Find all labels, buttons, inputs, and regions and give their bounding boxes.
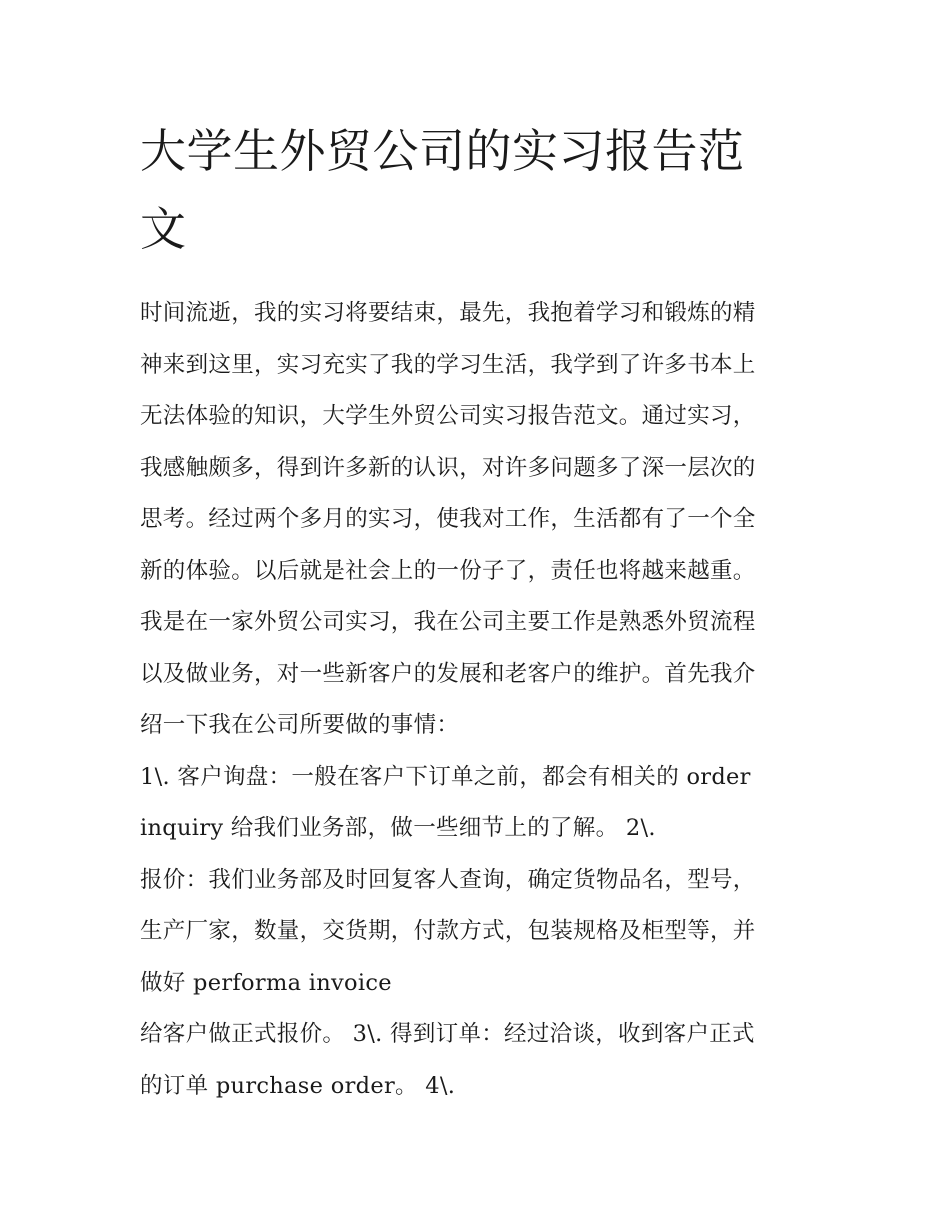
text-line: 给客户做正式报价。 3\. 得到订单：经过洽谈，收到客户正式 xyxy=(140,1021,755,1047)
text-line: 以及做业务，对一些新客户的发展和老客户的维护。首先我介 xyxy=(140,660,756,687)
text-line: 新的体验。以后就是社会上的一份子了，责任也将越来越重。 xyxy=(140,557,756,584)
title-line: 大学生外贸公司的实习报告范 xyxy=(140,124,745,178)
text-line: 做好 performa invoice xyxy=(140,969,392,996)
intro-paragraph xyxy=(140,288,815,752)
text-line: 报价：我们业务部及时回复客人查询，确定货物品名，型号， xyxy=(140,866,756,893)
text-line: 神来到这里，实习充实了我的学习生活，我学到了许多书本上 xyxy=(140,351,756,378)
text-line: 绍一下我在公司所要做的事情： xyxy=(140,712,460,738)
text-line: 时间流逝，我的实习将要结束，最先，我抱着学习和锻炼的精 xyxy=(140,300,756,326)
document-title xyxy=(140,112,815,268)
text-line: 无法体验的知识，大学生外贸公司实习报告范文。通过实习， xyxy=(140,403,756,429)
inquiry-paragraph xyxy=(140,752,815,855)
text-line: 生产厂家，数量，交货期，付款方式，包装规格及柜型等，并 xyxy=(140,918,756,944)
text-line: 思考。经过两个多月的实习，使我对工作，生活都有了一个全 xyxy=(140,506,756,532)
order-paragraph xyxy=(140,1009,815,1112)
title-line: 文 xyxy=(140,202,187,256)
text-line: 的订单 purchase order。 4\. xyxy=(140,1072,456,1099)
text-line: 我感触颇多，得到许多新的认识，对许多问题多了深一层次的 xyxy=(140,454,756,481)
text-line: 1\. 客户询盘：一般在客户下订单之前，都会有相关的 order xyxy=(140,763,751,790)
quotation-paragraph xyxy=(140,855,815,1010)
text-line: inquiry 给我们业务部，做一些细节上的了解。 2\. xyxy=(140,815,656,841)
text-line: 我是在一家外贸公司实习，我在公司主要工作是熟悉外贸流程 xyxy=(140,609,756,635)
document-body xyxy=(140,112,815,1112)
